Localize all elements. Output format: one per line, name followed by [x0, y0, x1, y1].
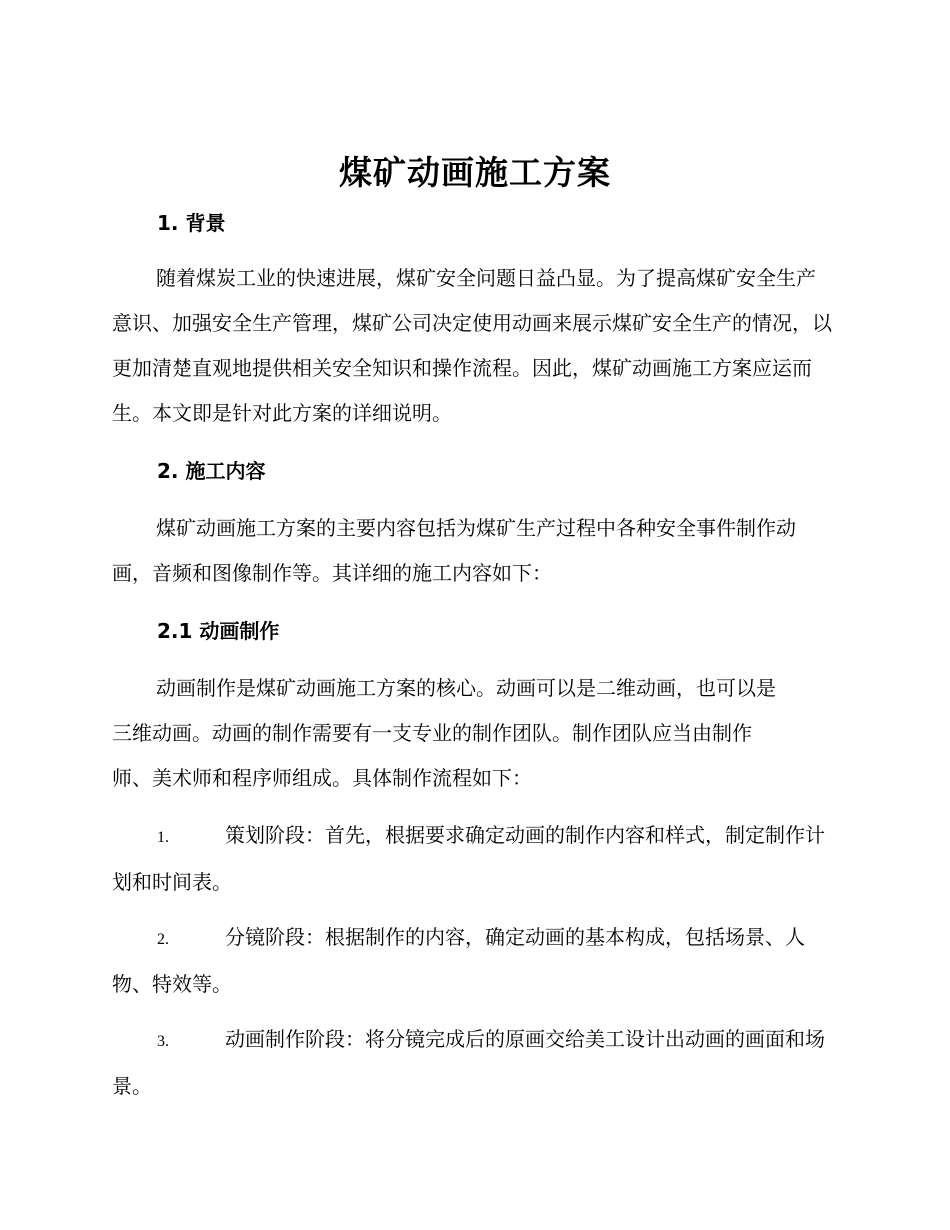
- list-item-text: 动画制作阶段：将分镜完成后的原画交给美工设计出动画的画面和场景。: [112, 1027, 825, 1098]
- list-item: [112, 1017, 834, 1109]
- document-title: 煤矿动画施工方案: [339, 153, 611, 192]
- list-item-text: 策划阶段：首先，根据要求确定动画的制作内容和样式，制定制作计划和时间表。: [112, 823, 825, 894]
- list-item-text: 分镜阶段：根据制作的内容，确定动画的基本构成，包括场景、人物、特效等。: [112, 925, 805, 996]
- animation-paragraph-line-2: 三维动画。动画的制作需要有一支专业的制作团队。制作团队应当由制作: [112, 721, 752, 745]
- list-number: 2.: [157, 931, 169, 948]
- list-item: [112, 813, 834, 905]
- list-item: [112, 915, 834, 1007]
- content-paragraph: 煤矿动画施工方案的主要内容包括为煤矿生产过程中各种安全事件制作动画，音频和图像制作等。其详细的施工内容如下：: [112, 516, 796, 585]
- section-heading-content: 2. 施工内容: [157, 459, 266, 483]
- animation-paragraph-line-3: 师、美术师和程序师组成。具体制作流程如下：: [112, 766, 532, 790]
- section-heading-animation: 2.1 动画制作: [157, 619, 280, 643]
- background-paragraph: 随着煤炭工业的快速进展，煤矿安全问题日益凸显。为了提高煤矿安全生产意识、加强安全生产管理，煤矿公司决定使用动画来展示煤矿安全生产的情况，以更加清楚直观地提供相关安全知识和操作流程。因此，煤矿动画施工方案应运而生。本文即是针对此方案的详细说明。: [112, 266, 832, 425]
- list-number: 3.: [157, 1033, 169, 1050]
- section-heading-background: 1. 背景: [157, 211, 226, 235]
- list-number: 1.: [157, 829, 169, 846]
- animation-paragraph-line-1: 动画制作是煤矿动画施工方案的核心。动画可以是二维动画，也可以是: [156, 676, 776, 700]
